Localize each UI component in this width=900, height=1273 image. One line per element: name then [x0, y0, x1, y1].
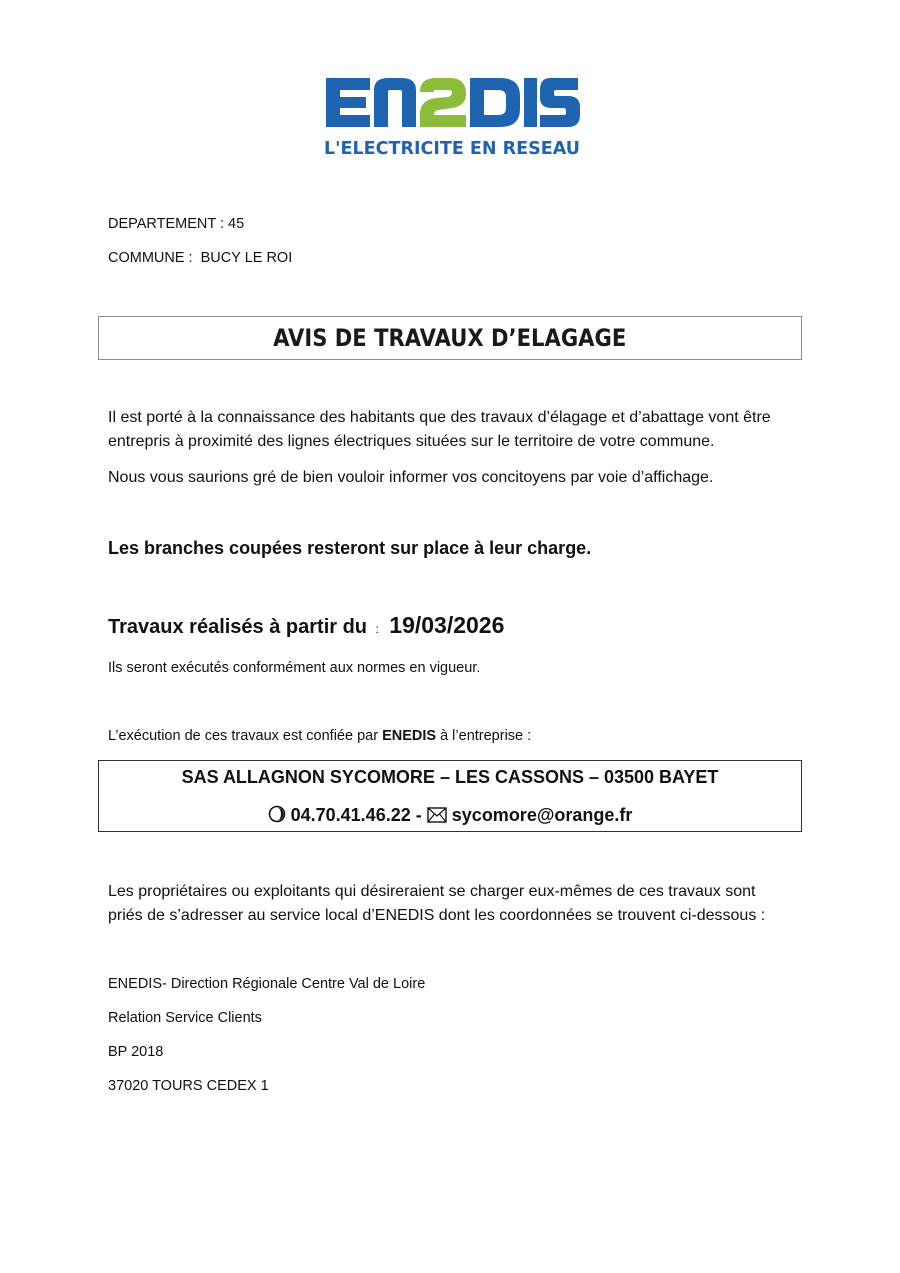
owners-line-2: priés de s’adresser au service local d’ENEDIS dont les coordonnées se trouvent ci-dessous :: [108, 907, 766, 924]
enedis-logo-graphic: [322, 70, 582, 160]
company-contact: [99, 805, 801, 828]
intro-line-3: Nous vous saurions gré de bien vouloir informer vos concitoyens par voie d’affichage.: [108, 469, 714, 486]
owners-line-1: Les propriétaires ou exploitants qui désireraient se charger eux-mêmes de ces travaux sont: [108, 883, 756, 900]
execution-after: à l’entreprise :: [436, 728, 532, 744]
execution-brand: ENEDIS: [382, 728, 437, 744]
commune-label: COMMUNE : BUCY LE ROI: [108, 250, 293, 266]
company-email: sycomore@orange.fr: [451, 805, 633, 825]
envelope-icon: [427, 807, 447, 828]
address-line-3: BP 2018: [108, 1044, 164, 1060]
contact-dash: -: [415, 805, 422, 825]
execution-before: L’exécution de ces travaux est confiée par: [108, 728, 383, 744]
intro-line-1: Il est porté à la connaissance des habitants que des travaux d’élagage et d’abattage vont être: [108, 409, 771, 426]
branches-notice: Les branches coupées resteront sur place à leur charge.: [108, 538, 592, 558]
works-separator: :: [375, 622, 379, 636]
address-line-2: Relation Service Clients: [108, 1010, 262, 1026]
phone-icon: [268, 805, 286, 828]
address-line-1: ENEDIS- Direction Régionale Centre Val de Loire: [108, 976, 426, 992]
works-date-line: [108, 612, 504, 639]
execution-line: [108, 728, 531, 744]
title-box: [98, 316, 802, 360]
page-title: AVIS DE TRAVAUX D’ELAGAGE: [273, 324, 627, 352]
intro-line-2: entrepris à proximité des lignes électriques situées sur le territoire de votre commune.: [108, 433, 715, 450]
enedis-logo: [322, 70, 582, 160]
norms-text: Ils seront exécutés conformément aux normes en vigueur.: [108, 660, 481, 676]
company-name: SAS ALLAGNON SYCOMORE – LES CASSONS – 03500 BAYET: [181, 767, 719, 787]
departement-label: DEPARTEMENT : 45: [108, 216, 245, 232]
works-date: 19/03/2026: [389, 612, 505, 638]
company-phone: 04.70.41.46.22: [290, 805, 411, 825]
works-label: Travaux réalisés à partir du: [108, 616, 368, 638]
address-line-4: 37020 TOURS CEDEX 1: [108, 1078, 269, 1094]
company-box: [98, 760, 802, 832]
logo-tagline: L'ELECTRICITE EN RESEAU: [324, 139, 580, 159]
